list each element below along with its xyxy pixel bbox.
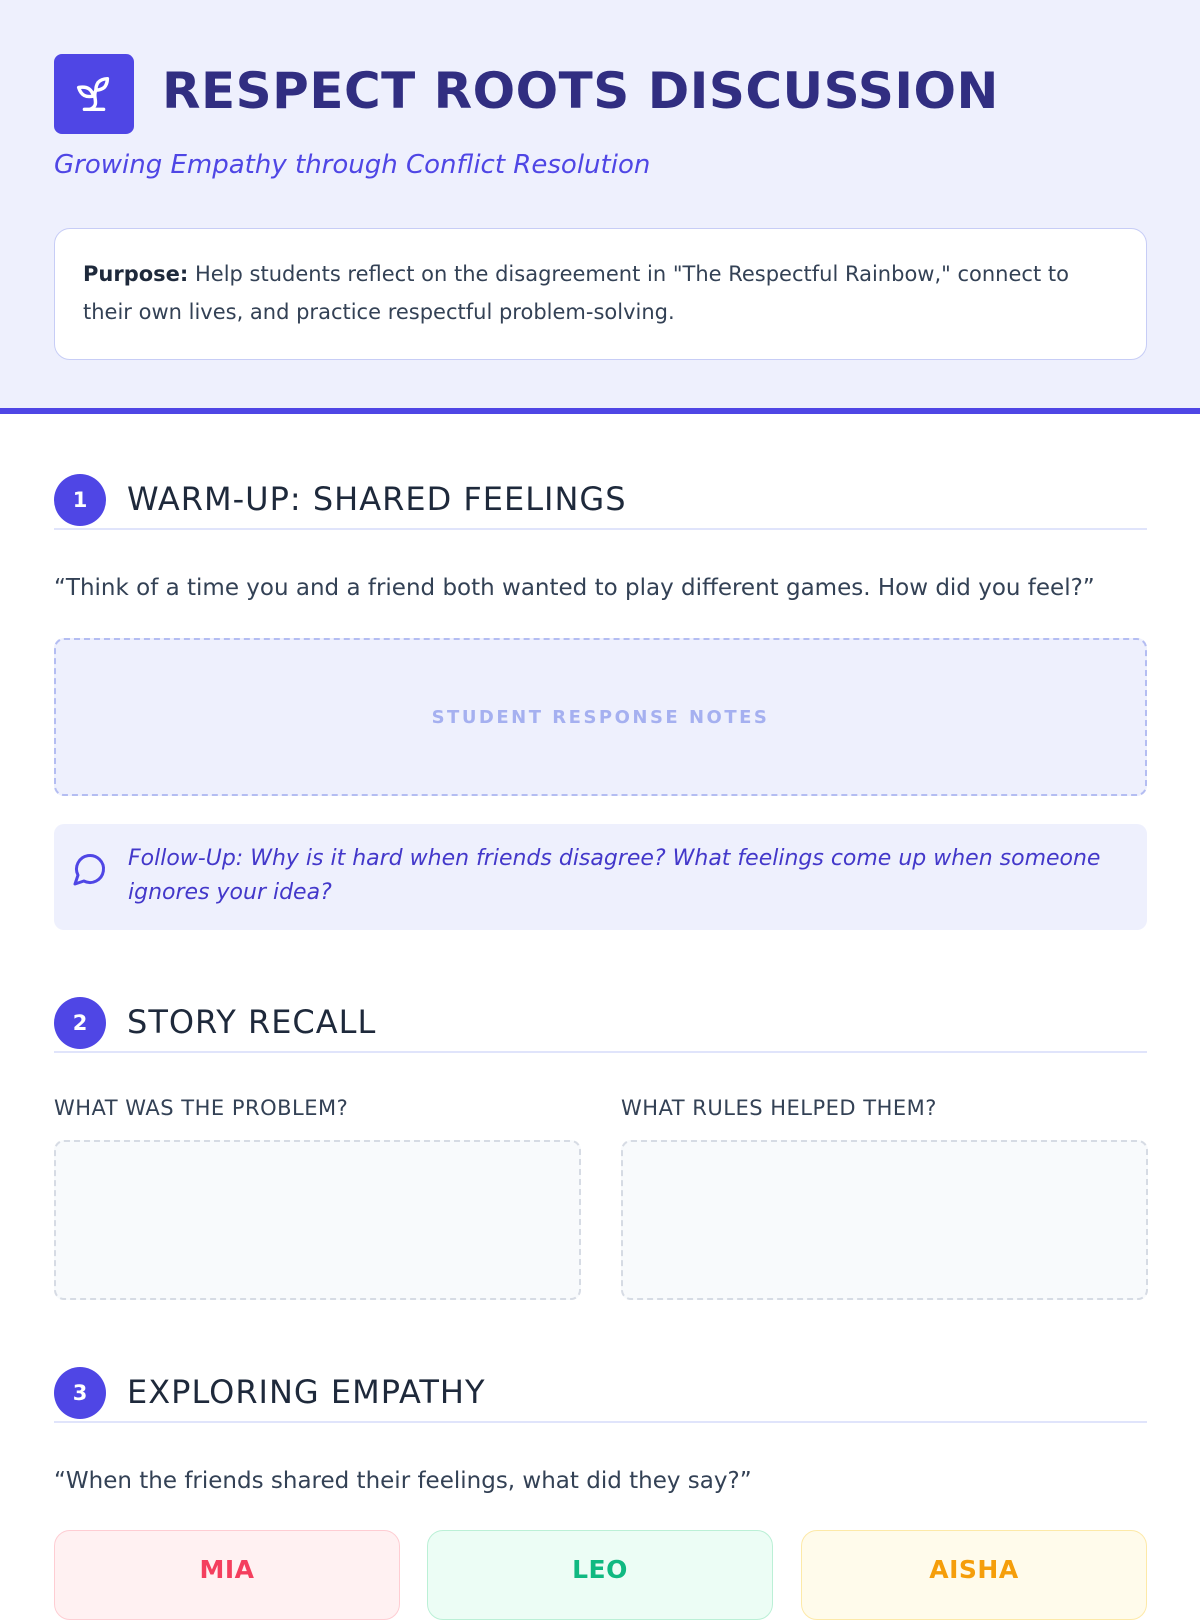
- purpose-box: [54, 228, 1147, 360]
- section-title: WARM-UP: SHARED FEELINGS: [127, 480, 627, 518]
- notes-placeholder: STUDENT RESPONSE NOTES: [431, 706, 770, 728]
- section-number-badge: 1: [54, 474, 106, 526]
- section-title: STORY RECALL: [127, 1003, 377, 1041]
- purpose-label: Purpose:: [83, 262, 189, 286]
- followup-callout: [54, 824, 1147, 930]
- student-response-notes[interactable]: [54, 638, 1147, 796]
- header: [0, 0, 1200, 414]
- section-title: EXPLORING EMPATHY: [127, 1373, 486, 1411]
- sprout-icon: [54, 54, 134, 134]
- character-card-aisha: [801, 1530, 1147, 1620]
- character-card-leo: [427, 1530, 773, 1620]
- chat-bubble-icon: [72, 851, 108, 887]
- warmup-prompt: “Think of a time you and a friend both wanted to play different games. How did you feel?”: [54, 575, 1095, 601]
- purpose-text: Help students reflect on the disagreement in "The Respectful Rainbow," connect to their own lives, and practice respectful problem-solving.: [83, 262, 1069, 324]
- page-title: RESPECT ROOTS DISCUSSION: [162, 62, 999, 120]
- rules-answer-box[interactable]: [621, 1140, 1148, 1300]
- character-name: MIA: [199, 1555, 255, 1584]
- problem-answer-box[interactable]: [54, 1140, 581, 1300]
- section-number-badge: 3: [54, 1367, 106, 1419]
- character-card-mia: [54, 1530, 400, 1620]
- character-name: AISHA: [929, 1555, 1019, 1584]
- section-number-badge: 2: [54, 997, 106, 1049]
- problem-label: WHAT WAS THE PROBLEM?: [54, 1096, 349, 1120]
- page-subtitle: Growing Empathy through Conflict Resolution: [54, 150, 651, 180]
- empathy-prompt: “When the friends shared their feelings, what did they say?”: [54, 1468, 752, 1494]
- followup-text: Follow-Up: Why is it hard when friends disagree? What feelings come up when someone ignores your idea?: [128, 846, 1101, 905]
- section-2-header: [54, 997, 1147, 1053]
- section-3-header: [54, 1367, 1147, 1423]
- rules-label: WHAT RULES HELPED THEM?: [621, 1096, 937, 1120]
- character-name: LEO: [572, 1555, 628, 1584]
- section-1-header: [54, 474, 1147, 530]
